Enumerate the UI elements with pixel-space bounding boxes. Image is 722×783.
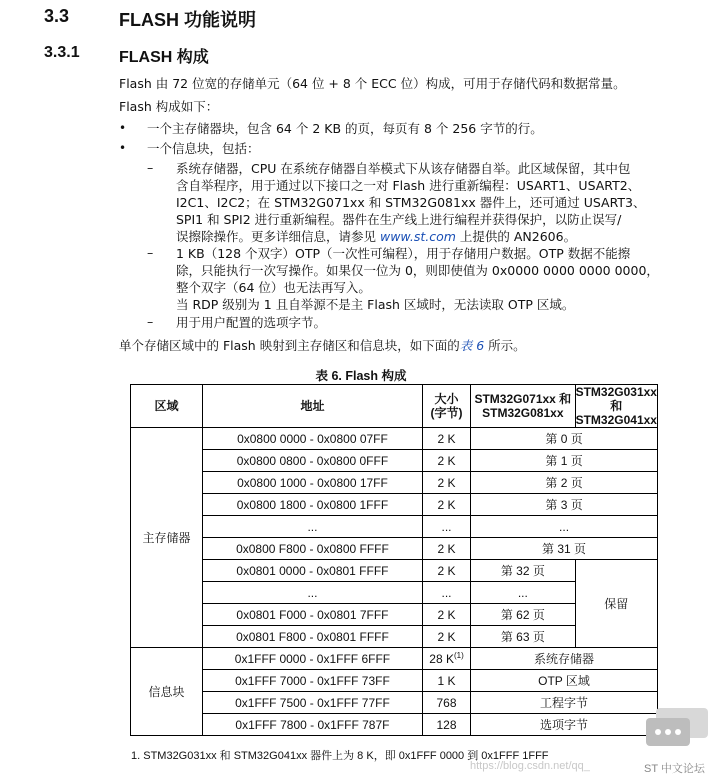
table-row — [131, 428, 658, 450]
size-cell: 2 K — [422, 494, 470, 516]
size-cell: 2 K — [422, 428, 470, 450]
page-cell: 第 3 页 — [471, 494, 658, 516]
header-address: 地址 — [202, 385, 422, 428]
watermark-forum: ST 中文论坛 — [644, 763, 705, 775]
structure-intro: Flash 构成如下： — [119, 99, 219, 114]
header-g031: STM32G031xx 和 STM32G041xx — [575, 385, 657, 427]
size-cell: 1 K — [422, 670, 470, 692]
intro-paragraph: Flash 由 72 位宽的存储单元（64 位 + 8 个 ECC 位）构成，可用于存储代码和数据常量。 — [119, 76, 626, 91]
dash-icon: – — [147, 245, 154, 260]
mapping-paragraph: 单个存储区域中的 Flash 映射到主存储区和信息块，如下面的表 6 所示。 — [119, 338, 526, 353]
bullet-main-memory: 一个主存储器块，包含 64 个 2 KB 的页，每页有 8 个 256 字节的行。 — [147, 121, 543, 136]
system-memory-line3: I2C1、I2C2；在 STM32G071xx 和 STM32G081xx 器件上，还可通过 USART3、 — [176, 195, 646, 210]
address-cell: 0x0800 1800 - 0x0800 1FFF — [202, 494, 422, 516]
otp-line1: 1 KB（128 个双字）OTP（一次性可编程），用于存储用户数据。OTP 数据不能擦 — [176, 246, 631, 261]
address-cell: 0x1FFF 7500 - 0x1FFF 77FF — [202, 692, 422, 714]
size-cell: 2 K — [422, 538, 470, 560]
desc-cell: OTP 区域 — [471, 670, 658, 692]
address-cell: ... — [202, 516, 422, 538]
reserved-cell: 保留 — [575, 560, 657, 648]
size-cell: 2 K — [422, 604, 470, 626]
system-memory-line2: 含自举程序，用于通过以下接口之一对 Flash 进行重新编程：USART1、USART2、 — [176, 178, 641, 193]
forum-logo-icon — [642, 700, 714, 756]
dash-icon: – — [147, 314, 154, 329]
table-row — [131, 648, 658, 670]
table-row — [131, 692, 658, 714]
table-6-link[interactable]: 表 6 — [459, 338, 485, 353]
size-cell: ... — [422, 516, 470, 538]
main-memory-label: 主存储器 — [131, 428, 203, 648]
address-cell: 0x1FFF 0000 - 0x1FFF 6FFF — [202, 648, 422, 670]
size-cell: 128 — [422, 714, 470, 736]
flash-table — [130, 384, 658, 736]
size-cell: 28 $K^{(1)}$ — [422, 648, 470, 670]
subsection-title: FLASH 构成 — [119, 49, 209, 66]
page-cell: 第 2 页 — [471, 472, 658, 494]
header-g071: STM32G071xx 和 STM32G081xx — [471, 385, 576, 428]
system-memory-line4: SPI1 和 SPI2 进行重新编程。器件在生产线上进行编程并获得保护，以防止误写/ — [176, 212, 622, 227]
bullet-icon: • — [119, 141, 127, 155]
page-cell: 第 32 页 — [471, 560, 576, 582]
header-area: 区域 — [131, 385, 203, 428]
address-cell: 0x0800 0000 - 0x0800 07FF — [202, 428, 422, 450]
address-cell: ... — [202, 582, 422, 604]
table-row — [131, 670, 658, 692]
footnote: 1. STM32G031xx 和 STM32G041xx 器件上为 8 K，即 0x1FFF 0000 到 0x1FFF 1FFF — [131, 750, 549, 762]
page-cell: ... — [471, 516, 658, 538]
address-cell: 0x0801 0000 - 0x0801 FFFF — [202, 560, 422, 582]
table-row — [131, 538, 658, 560]
dash-icon: – — [147, 160, 154, 175]
table-row — [131, 714, 658, 736]
address-cell: 0x1FFF 7000 - 0x1FFF 73FF — [202, 670, 422, 692]
size-cell: ... — [422, 582, 470, 604]
address-cell: 0x0801 F000 - 0x0801 7FFF — [202, 604, 422, 626]
table-caption: 表 6. Flash 构成 — [315, 369, 407, 383]
address-cell: 0x0800 F800 - 0x0800 FFFF — [202, 538, 422, 560]
otp-line2: 除，只能执行一次写操作。如果仅一位为 0，则即使值为 0x0000 0000 0000 0000， — [176, 263, 659, 278]
desc-cell: 选项字节 — [471, 714, 658, 736]
table-row — [131, 472, 658, 494]
otp-line3: 整个双字（64 位）也无法再写入。 — [176, 280, 371, 295]
size-cell: 2 K — [422, 450, 470, 472]
table-row — [131, 494, 658, 516]
system-memory-line5: 误擦除操作。更多详细信息，请参见 www.st.com 上提供的 AN2606。 — [176, 229, 577, 244]
table-row — [131, 560, 658, 582]
table-row — [131, 516, 658, 538]
watermark-url: https://blog.csdn.net/qq_ — [470, 760, 590, 772]
size-cell: 768 — [422, 692, 470, 714]
section-number: 3.3 — [44, 6, 70, 26]
page-cell: 第 62 页 — [471, 604, 576, 626]
system-memory-line1: 系统存储器，CPU 在系统存储器自举模式下从该存储器自举。此区域保留，其中包 — [176, 161, 631, 176]
page-cell: ... — [471, 582, 576, 604]
table-row — [131, 450, 658, 472]
bullet-info-block: 一个信息块，包括： — [147, 141, 260, 156]
size-cell: 2 K — [422, 560, 470, 582]
address-cell: 0x0800 0800 - 0x0800 0FFF — [202, 450, 422, 472]
option-bytes-line: 用于用户配置的选项字节。 — [176, 315, 327, 330]
desc-cell: 系统存储器 — [471, 648, 658, 670]
size-cell: 2 K — [422, 472, 470, 494]
page-cell: 第 31 页 — [471, 538, 658, 560]
info-block-label: 信息块 — [131, 648, 203, 736]
address-cell: 0x0800 1000 - 0x0800 17FF — [202, 472, 422, 494]
section-title: FLASH 功能说明 — [119, 10, 256, 30]
size-cell: 2 K — [422, 626, 470, 648]
header-size: 大小 (字节) — [422, 385, 470, 428]
address-cell: 0x1FFF 7800 - 0x1FFF 787F — [202, 714, 422, 736]
st-link[interactable]: www.st.com — [379, 229, 456, 244]
bullet-icon: • — [119, 121, 127, 135]
page-cell: 第 1 页 — [471, 450, 658, 472]
otp-line4: 当 RDP 级别为 1 且自举源不是主 Flash 区域时，无法读取 OTP 区域。 — [176, 297, 575, 312]
page-cell: 第 63 页 — [471, 626, 576, 648]
subsection-number: 3.3.1 — [44, 44, 80, 61]
desc-cell: 工程字节 — [471, 692, 658, 714]
page-cell: 第 0 页 — [471, 428, 658, 450]
address-cell: 0x0801 F800 - 0x0801 FFFF — [202, 626, 422, 648]
